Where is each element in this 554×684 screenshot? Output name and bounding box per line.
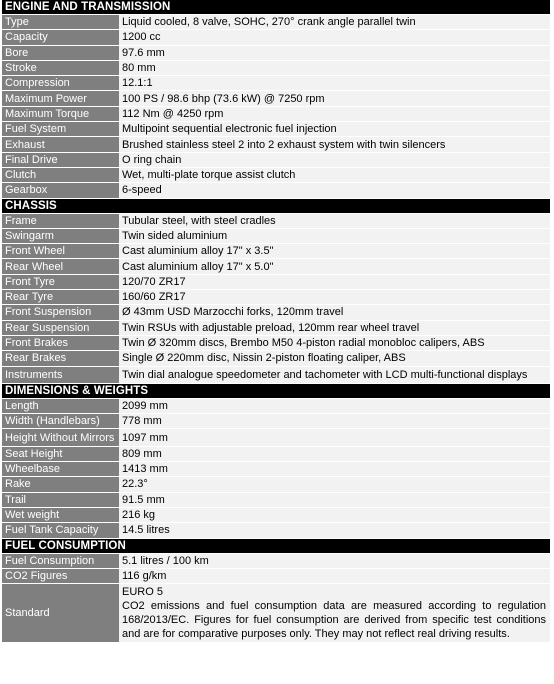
spec-value: Twin Ø 320mm discs, Brembo M50 4-piston radial monobloc calipers, ABS [119, 335, 550, 350]
spec-value: 97.6 mm [119, 45, 550, 60]
spec-value: 6-speed [119, 183, 550, 198]
spec-value: 778 mm [119, 414, 550, 429]
section-title: ENGINE AND TRANSMISSION [2, 0, 550, 15]
spec-label: Bore [2, 45, 119, 60]
spec-row [2, 259, 550, 274]
spec-label: Wet weight [2, 507, 119, 522]
spec-value: 116 g/km [119, 568, 550, 583]
spec-label: Maximum Torque [2, 106, 119, 121]
spec-value: Ø 43mm USD Marzocchi forks, 120mm travel [119, 305, 550, 320]
spec-row [2, 122, 550, 137]
spec-value: Cast aluminium alloy 17" x 3.5" [119, 244, 550, 259]
spec-value [119, 584, 550, 643]
spec-row [2, 152, 550, 167]
spec-value: 1200 cc [119, 30, 550, 45]
spec-label: Frame [2, 213, 119, 228]
section-header-row [2, 0, 550, 15]
spec-label: Fuel System [2, 122, 119, 137]
spec-value: 91.5 mm [119, 492, 550, 507]
spec-row [2, 523, 550, 538]
spec-value: 216 kg [119, 507, 550, 522]
spec-value: 1097 mm [119, 429, 550, 446]
spec-label: Final Drive [2, 152, 119, 167]
spec-row [2, 106, 550, 121]
spec-label: Wheelbase [2, 462, 119, 477]
spec-value: Tubular steel, with steel cradles [119, 213, 550, 228]
spec-label: Rear Tyre [2, 290, 119, 305]
spec-row [2, 366, 550, 383]
spec-value: 1413 mm [119, 462, 550, 477]
spec-row [2, 183, 550, 198]
section-header-row [2, 538, 550, 553]
spec-row [2, 91, 550, 106]
spec-label: Seat Height [2, 446, 119, 461]
spec-label: Front Wheel [2, 244, 119, 259]
spec-row [2, 45, 550, 60]
spec-row [2, 167, 550, 182]
spec-label: Rake [2, 477, 119, 492]
spec-row [2, 477, 550, 492]
spec-value: 22.3° [119, 477, 550, 492]
spec-label: Swingarm [2, 228, 119, 243]
spec-row [2, 290, 550, 305]
spec-value: 112 Nm @ 4250 rpm [119, 106, 550, 121]
spec-row [2, 492, 550, 507]
spec-label: Rear Brakes [2, 351, 119, 366]
spec-label: Trail [2, 492, 119, 507]
spec-value: 120/70 ZR17 [119, 274, 550, 289]
spec-value: 160/60 ZR17 [119, 290, 550, 305]
spec-label: Stroke [2, 60, 119, 75]
spec-row [2, 274, 550, 289]
spec-label: Front Suspension [2, 305, 119, 320]
spec-value: 100 PS / 98.6 bhp (73.6 kW) @ 7250 rpm [119, 91, 550, 106]
spec-value-note: CO2 emissions and fuel consumption data are measured according to regulation 168/2013/EC. Figures for fuel consumption are derived from specific test conditions and are for comparative purposes only. They may not reflect real driving results. [122, 600, 547, 641]
spec-label: Instruments [2, 366, 119, 383]
spec-value: 809 mm [119, 446, 550, 461]
section-title: DIMENSIONS & WEIGHTS [2, 383, 550, 398]
spec-value: Twin dial analogue speedometer and tachometer with LCD multi-functional displays [119, 366, 550, 383]
spec-label: Fuel Tank Capacity [2, 523, 119, 538]
spec-label: Fuel Consumption [2, 553, 119, 568]
spec-row [2, 429, 550, 446]
spec-label: Width (Handlebars) [2, 414, 119, 429]
spec-label: Rear Suspension [2, 320, 119, 335]
spec-row [2, 446, 550, 461]
spec-label: Front Brakes [2, 335, 119, 350]
spec-row [2, 320, 550, 335]
spec-label: Standard [2, 584, 119, 643]
spec-row [2, 137, 550, 152]
spec-table-body [2, 0, 550, 643]
spec-row [2, 60, 550, 75]
section-title: FUEL CONSUMPTION [2, 538, 550, 553]
spec-label: Type [2, 15, 119, 30]
spec-label: Compression [2, 76, 119, 91]
spec-row [2, 584, 550, 643]
spec-value: Twin sided aluminium [119, 228, 550, 243]
spec-value: Liquid cooled, 8 valve, SOHC, 270° crank angle parallel twin [119, 15, 550, 30]
spec-row [2, 244, 550, 259]
spec-row [2, 335, 550, 350]
spec-value: Brushed stainless steel 2 into 2 exhaust system with twin silencers [119, 137, 550, 152]
spec-value: 2099 mm [119, 398, 550, 413]
spec-row [2, 15, 550, 30]
spec-row [2, 568, 550, 583]
spec-value: 12.1:1 [119, 76, 550, 91]
spec-value: 14.5 litres [119, 523, 550, 538]
spec-row [2, 30, 550, 45]
spec-row [2, 213, 550, 228]
section-header-row [2, 383, 550, 398]
spec-label: CO2 Figures [2, 568, 119, 583]
spec-value: Single Ø 220mm disc, Nissin 2-piston floating caliper, ABS [119, 351, 550, 366]
spec-row [2, 228, 550, 243]
spec-value: O ring chain [119, 152, 550, 167]
section-header-row [2, 198, 550, 213]
spec-row [2, 462, 550, 477]
spec-value: 5.1 litres / 100 km [119, 553, 550, 568]
spec-value-line: EURO 5 [122, 586, 163, 599]
spec-label: Maximum Power [2, 91, 119, 106]
spec-row [2, 398, 550, 413]
spec-row [2, 414, 550, 429]
spec-label: Rear Wheel [2, 259, 119, 274]
spec-label: Front Tyre [2, 274, 119, 289]
spec-value: 80 mm [119, 60, 550, 75]
spec-row [2, 351, 550, 366]
spec-label: Length [2, 398, 119, 413]
spec-row [2, 507, 550, 522]
spec-value: Multipoint sequential electronic fuel injection [119, 122, 550, 137]
spec-label: Capacity [2, 30, 119, 45]
spec-value: Twin RSUs with adjustable preload, 120mm rear wheel travel [119, 320, 550, 335]
spec-row [2, 76, 550, 91]
spec-value: Wet, multi-plate torque assist clutch [119, 167, 550, 182]
spec-label: Clutch [2, 167, 119, 182]
spec-label: Height Without Mirrors [2, 429, 119, 446]
spec-table [2, 0, 550, 643]
spec-row [2, 305, 550, 320]
spec-label: Gearbox [2, 183, 119, 198]
spec-value: Cast aluminium alloy 17" x 5.0" [119, 259, 550, 274]
spec-label: Exhaust [2, 137, 119, 152]
section-title: CHASSIS [2, 198, 550, 213]
spec-row [2, 553, 550, 568]
